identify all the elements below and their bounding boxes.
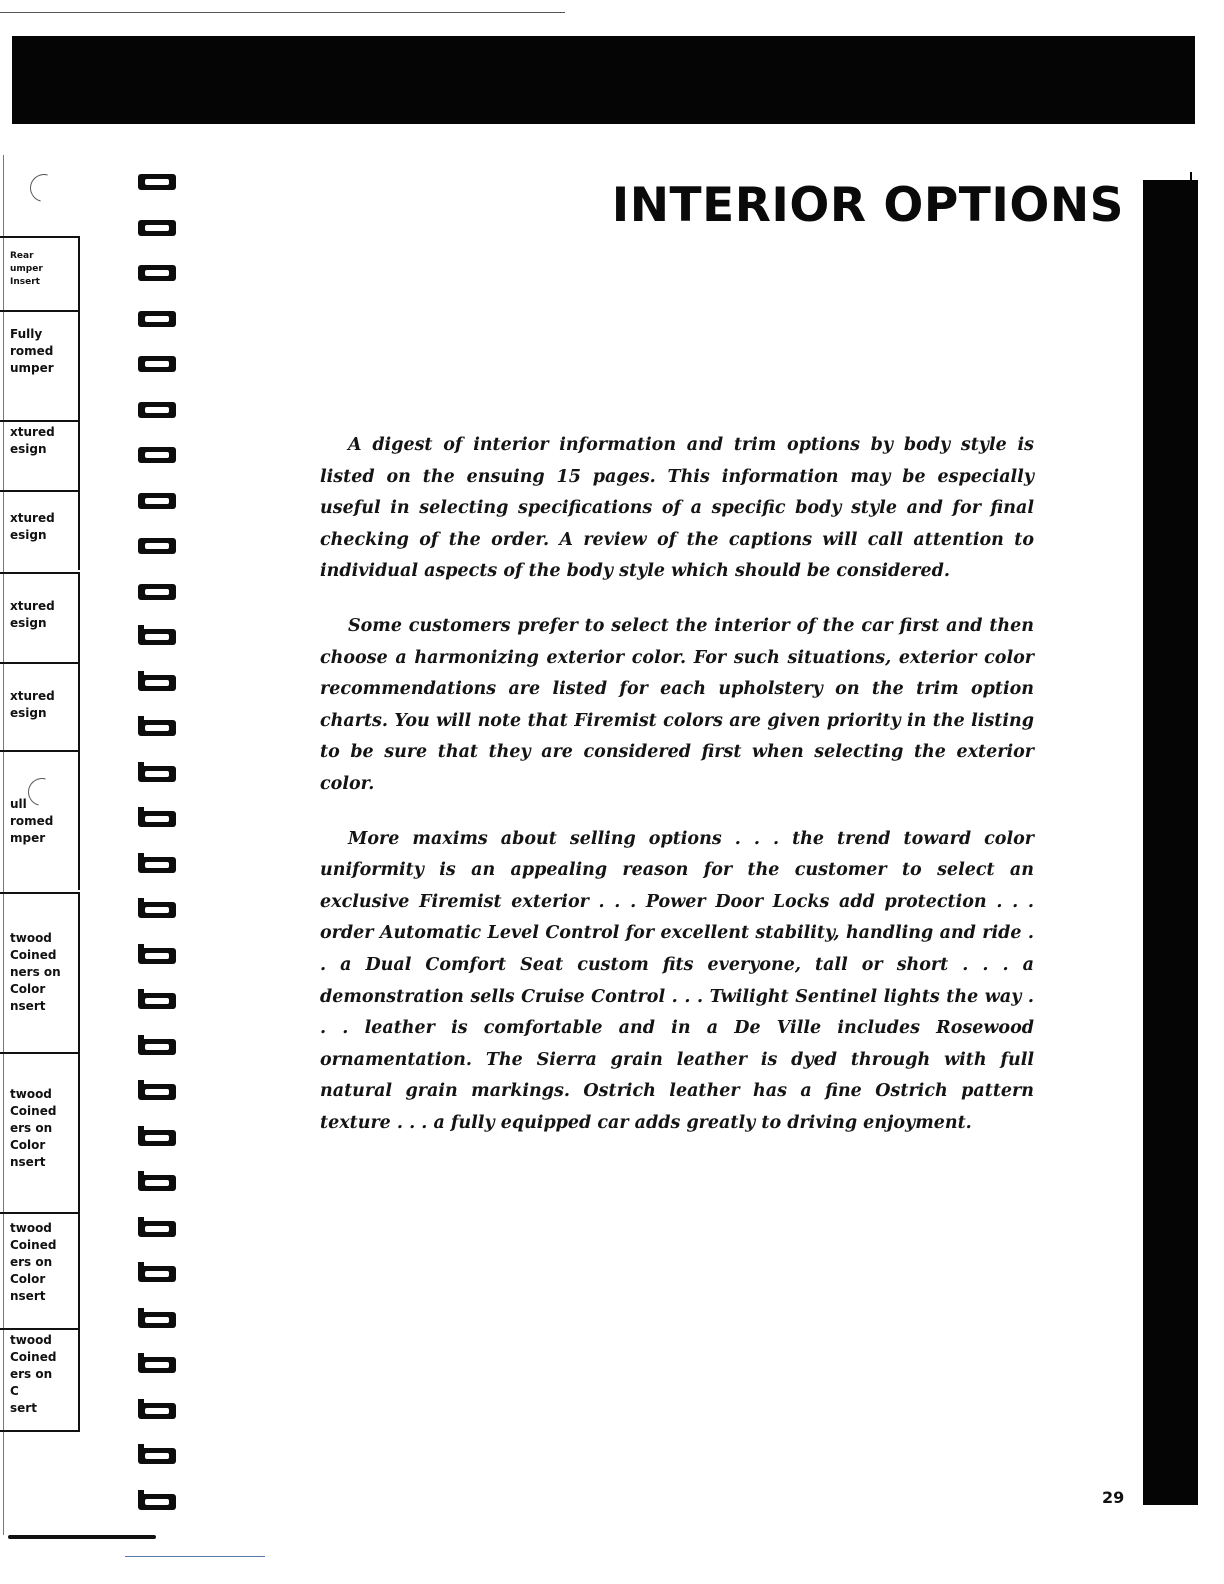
tab-item [0, 310, 80, 420]
binding-coil [136, 1217, 178, 1239]
bottom-rule [8, 1535, 156, 1539]
bottom-rule-blue [125, 1556, 265, 1557]
tab-label: Fully romed umper [10, 327, 54, 375]
spiral-binding [118, 170, 198, 1540]
right-black-bar [1143, 180, 1198, 1505]
binding-coil [136, 853, 178, 875]
tab-label: twood Coined ers on C sert [10, 1333, 57, 1415]
tab-item [0, 1328, 80, 1432]
binding-coil [136, 261, 178, 283]
tab-label: xtured esign [10, 511, 55, 542]
tab-item [0, 572, 80, 662]
page-title: INTERIOR OPTIONS [611, 178, 1124, 233]
binding-coil [136, 807, 178, 829]
tab-label: xtured esign [10, 425, 55, 456]
binding-coil [136, 580, 178, 602]
tab-label: twood Coined ers on Color nsert [10, 1221, 57, 1303]
tab-item [0, 420, 80, 500]
binding-coil [136, 534, 178, 556]
binding-coil [136, 1126, 178, 1148]
binding-coil [136, 625, 178, 647]
tab-item [0, 750, 80, 890]
paragraph-intro: A digest of interior information and trim options by body style is listed on the ensuing 15 pages. This information may be especially useful in selecting specifications of a specific body style and for final checking of the order. A review of the captions will call attention to individual aspects of the body style which should be considered. [320, 435, 1034, 582]
ring-arc-icon [25, 169, 63, 207]
tab-label: xtured esign [10, 599, 55, 630]
tab-strip [0, 160, 82, 1435]
binding-coil [136, 1444, 178, 1466]
binding-coil [136, 489, 178, 511]
binding-coil [136, 1262, 178, 1284]
binding-coil [136, 716, 178, 738]
binding-coil [136, 443, 178, 465]
tab-label: twood Coined ers on Color nsert [10, 1087, 57, 1169]
top-black-band [12, 36, 1195, 124]
tab-item [0, 892, 80, 1052]
binding-coil [136, 1080, 178, 1102]
tab-item [0, 1052, 80, 1212]
binding-coil [136, 989, 178, 1011]
tab-item [0, 1212, 80, 1328]
paragraph-exterior-color: Some customers prefer to select the interior of the car first and then choose a harmonizing exterior color. For such situations, exterior color recommendations are listed for each upholstery on the trim option charts. You will note that Firemist colors are given priority in the listing to be sure that they are considered first when selecting the exterior color. [320, 615, 1034, 794]
tab-item [0, 662, 80, 752]
body-text [320, 430, 1034, 1162]
binding-coil [136, 307, 178, 329]
binding-coil [136, 352, 178, 374]
binding-coil [136, 1353, 178, 1375]
page-number: 29 [1102, 1488, 1125, 1507]
binding-coil [136, 398, 178, 420]
binding-coil [136, 216, 178, 238]
paragraph-selling-options: More maxims about selling options . . . the trend toward color uniformity is an appealing reason for the customer to select an exclusive Firemist exterior . . . Power Door Locks add protection . . . order Automatic Level Control for excellent stability, handling and ride . . a Dual Comfort Seat custom fits everyone, tall or short . . . a demonstration sells Cruise Control . . . Twilight Sentinel lights the way . . . leather is comfortable and in a De Ville includes Rosewood ornamentation. The Sierra grain leather is dyed through with full natural grain markings. Ostrich leather has a fine Ostrich pattern texture . . . a fully equipped car adds greatly to driving enjoyment. [320, 828, 1034, 1133]
binding-coil [136, 1171, 178, 1193]
tab-label: ull romed mper [10, 797, 54, 845]
binding-coil [136, 898, 178, 920]
binding-coil [136, 170, 178, 192]
binding-coil [136, 762, 178, 784]
binding-coil [136, 671, 178, 693]
tab-label: twood Coined ners on Color nsert [10, 931, 61, 1013]
tab-label: Rear umper Insert [10, 251, 43, 287]
tab-item [0, 236, 80, 310]
binding-coil [136, 944, 178, 966]
binding-coil [136, 1399, 178, 1421]
binding-coil [136, 1490, 178, 1512]
binding-coil [136, 1035, 178, 1057]
tab-item [0, 490, 80, 570]
tab-label: xtured esign [10, 689, 55, 720]
top-rule [0, 12, 565, 13]
binding-coil [136, 1308, 178, 1330]
